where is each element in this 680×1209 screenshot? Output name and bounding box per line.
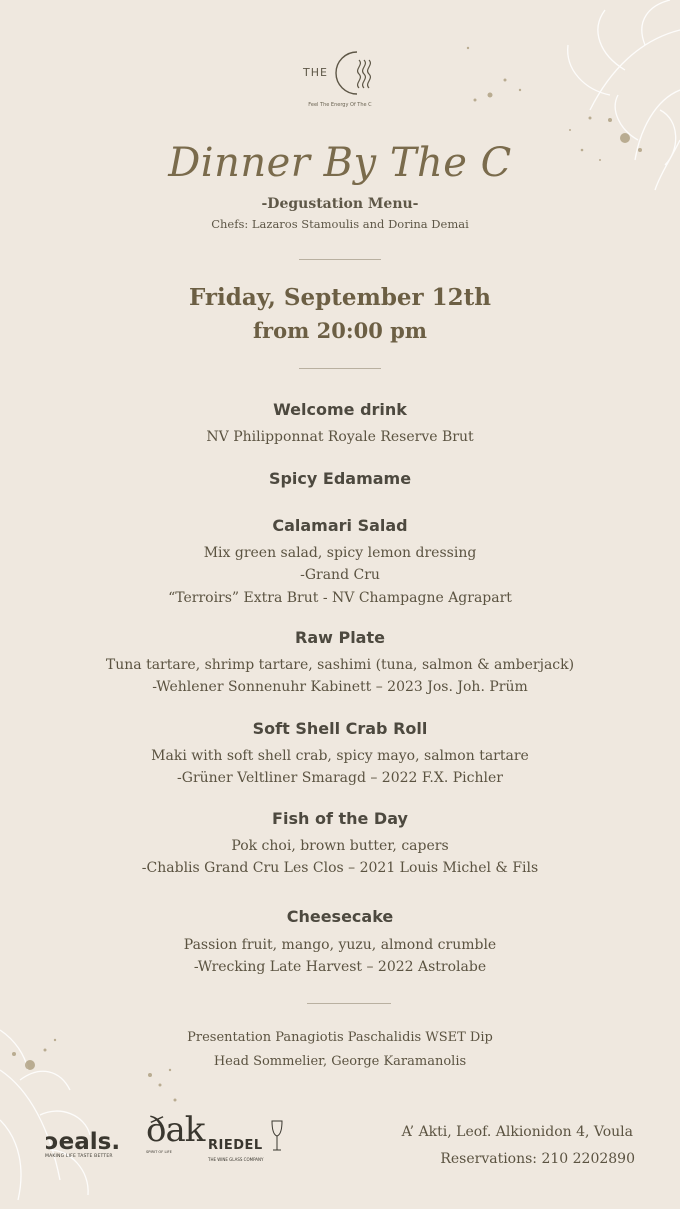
course-name: Cheesecake bbox=[286, 907, 394, 926]
divider bbox=[299, 368, 381, 369]
chefs-credit: Chefs: Lazaros Stamoulis and Dorina Demai bbox=[211, 217, 469, 231]
sommelier-credit: Head Sommelier, George Karamanolis bbox=[213, 1054, 467, 1069]
course-name: Calamari Salad bbox=[272, 516, 408, 535]
deals-tagline: MAKING LIFE TASTE BETTER bbox=[45, 1154, 113, 1159]
course-line: -Wehlener Sonnenuhr Kabinett – 2023 Jos. Joh. Prüm bbox=[152, 679, 528, 695]
divider bbox=[299, 259, 381, 260]
course-line: “Terroirs” Extra Brut - NV Champagne Agrapart bbox=[168, 590, 512, 606]
course-line: -Chablis Grand Cru Les Clos – 2021 Louis Michel & Fils bbox=[141, 860, 539, 876]
reservations-phone: Reservations: 210 2202890 bbox=[440, 1151, 635, 1167]
course-name: Spicy Edamame bbox=[268, 469, 412, 488]
riedel-tagline: THE WINE GLASS COMPANY bbox=[208, 1157, 264, 1162]
presentation-credit: Presentation Panagiotis Paschalidis WSET Dip bbox=[187, 1030, 493, 1045]
course-line: -Grüner Veltliner Smaragd – 2022 F.X. Pichler bbox=[177, 770, 503, 786]
deals-wordmark: ɔeals. bbox=[45, 1129, 121, 1155]
course-line: Mix green salad, spicy lemon dressing bbox=[203, 545, 477, 561]
course-name: Welcome drink bbox=[273, 400, 407, 419]
course-name: Fish of the Day bbox=[272, 809, 408, 828]
event-date: Friday, September 12th bbox=[188, 284, 492, 311]
wine-glass-icon bbox=[270, 1120, 284, 1156]
course-name: Raw Plate bbox=[295, 628, 385, 647]
logo-c-waves-icon bbox=[331, 48, 375, 98]
course-line: -Grand Cru bbox=[300, 567, 380, 583]
course-line: Passion fruit, mango, yuzu, almond crumble bbox=[183, 937, 497, 953]
venue-address: A’ Akti, Leof. Alkionidon 4, Voula bbox=[401, 1124, 633, 1140]
course-line: Pok choi, brown butter, capers bbox=[231, 838, 449, 854]
logo-tagline: Feel The Energy Of The C bbox=[308, 102, 372, 108]
event-time: from 20:00 pm bbox=[252, 318, 428, 343]
divider bbox=[307, 1003, 391, 1004]
riedel-wordmark: RIEDEL bbox=[208, 1138, 263, 1153]
course-name: Soft Shell Crab Roll bbox=[252, 719, 428, 738]
course-line: Maki with soft shell crab, spicy mayo, salmon tartare bbox=[151, 748, 529, 764]
menu-subtitle: -Degustation Menu- bbox=[261, 196, 419, 212]
oak-logo bbox=[146, 1110, 205, 1154]
oak-tagline: SPIRIT OF LIFE bbox=[146, 1150, 172, 1154]
menu-title: Dinner By The C bbox=[168, 140, 512, 186]
course-line: NV Philipponnat Royale Reserve Brut bbox=[206, 429, 474, 445]
oak-wordmark: ðak bbox=[146, 1110, 205, 1150]
course-line: -Wrecking Late Harvest – 2022 Astrolabe bbox=[193, 959, 487, 975]
deals-logo bbox=[45, 1130, 135, 1159]
logo-wordmark: THE bbox=[303, 66, 328, 79]
brand-logo bbox=[295, 42, 385, 112]
course-line: Tuna tartare, shrimp tartare, sashimi (tuna, salmon & amberjack) bbox=[105, 657, 575, 673]
